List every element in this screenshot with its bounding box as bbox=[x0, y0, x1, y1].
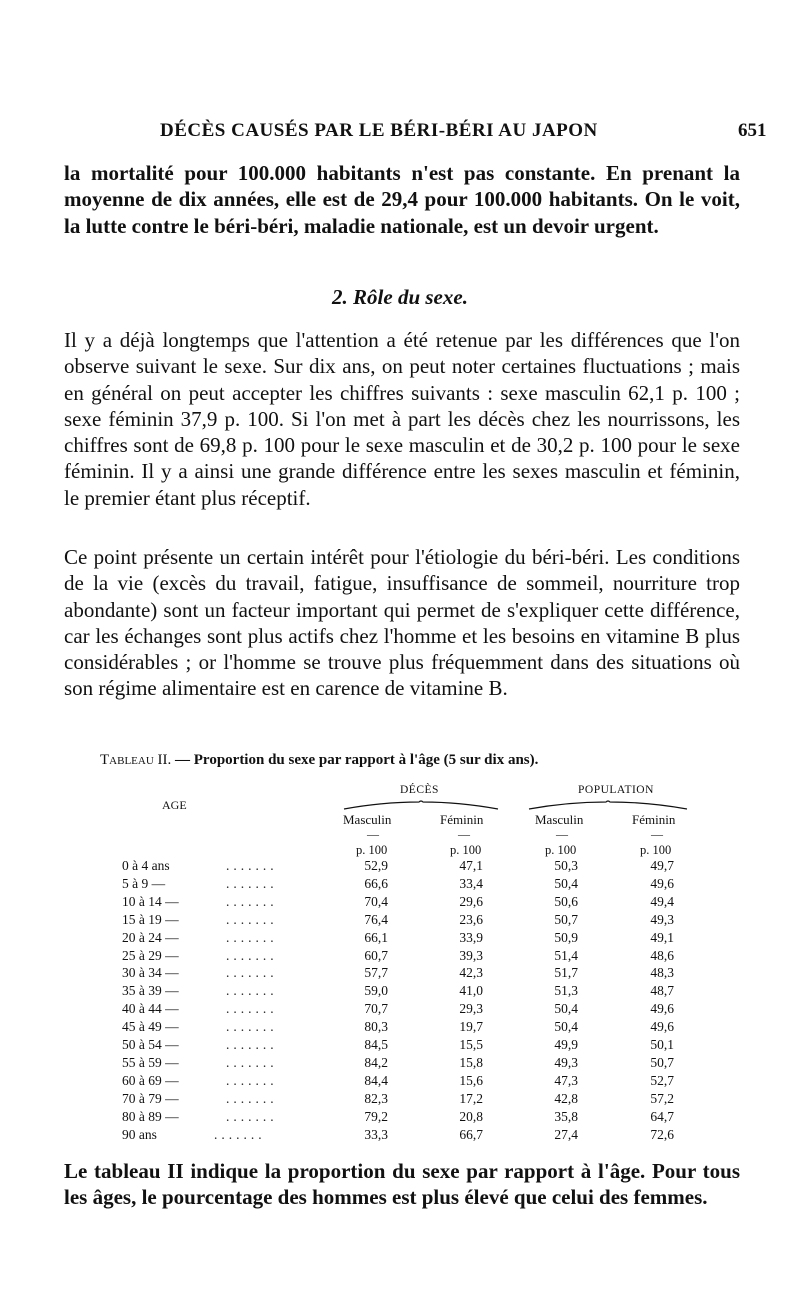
paragraph-sex-differences bbox=[64, 327, 740, 511]
cell-dm: 82,3 bbox=[364, 1090, 388, 1106]
subheader-deces-masculin: Masculin bbox=[343, 812, 392, 827]
cell-df: 17,2 bbox=[459, 1090, 483, 1106]
cell-age: 70 à 79 — bbox=[122, 1090, 179, 1106]
cell-pm: 49,9 bbox=[554, 1037, 578, 1052]
cell-age: 55 à 59 — bbox=[122, 1054, 179, 1070]
unit-label: p. 100 bbox=[356, 843, 388, 857]
dash: — bbox=[556, 827, 568, 841]
cell-pf: 49,7 bbox=[650, 858, 674, 873]
cell-pf: 50,1 bbox=[650, 1037, 674, 1052]
cell-age: 40 à 44 — bbox=[122, 1001, 179, 1017]
dot-leader: ....... bbox=[226, 1072, 278, 1088]
cell-dm: 57,7 bbox=[364, 965, 388, 981]
cell-dm: 84,2 bbox=[364, 1054, 388, 1070]
cell-age: 90 ans bbox=[122, 1126, 157, 1142]
dot-leader: ....... bbox=[226, 1001, 278, 1017]
cell-pm: 35,8 bbox=[554, 1108, 578, 1124]
column-header-age: AGE bbox=[162, 798, 187, 812]
table-row bbox=[0, 1073, 800, 1090]
cell-pm: 51,7 bbox=[554, 965, 578, 981]
table-row bbox=[0, 1091, 800, 1108]
unit-label: p. 100 bbox=[640, 843, 672, 857]
cell-dm: 33,3 bbox=[364, 1126, 388, 1142]
cell-pm: 42,8 bbox=[554, 1090, 578, 1106]
table-row bbox=[0, 858, 800, 875]
cell-pf: 49,3 bbox=[650, 911, 674, 927]
dot-leader: ....... bbox=[226, 965, 278, 981]
page-number: 651 bbox=[738, 120, 767, 141]
cell-age: 60 à 69 — bbox=[122, 1072, 179, 1088]
cell-dm: 66,1 bbox=[364, 929, 388, 945]
dot-leader: ....... bbox=[226, 911, 278, 927]
cell-pm: 50,7 bbox=[554, 911, 578, 927]
cell-pm: 47,3 bbox=[554, 1072, 578, 1088]
cell-age: 20 à 24 — bbox=[122, 929, 179, 945]
cell-pf: 72,6 bbox=[650, 1126, 674, 1142]
cell-dm: 80,3 bbox=[364, 1019, 388, 1035]
cell-pm: 50,4 bbox=[554, 1001, 578, 1017]
paragraph-mortality bbox=[64, 160, 740, 239]
cell-df: 29,6 bbox=[459, 893, 483, 909]
dot-leader: ....... bbox=[226, 1019, 278, 1035]
cell-dm: 60,7 bbox=[364, 947, 388, 963]
table-row bbox=[0, 1037, 800, 1054]
cell-pf: 57,2 bbox=[650, 1090, 674, 1106]
dash: — bbox=[367, 827, 379, 841]
table-row bbox=[0, 876, 800, 893]
cell-df: 66,7 bbox=[459, 1126, 483, 1142]
cell-df: 42,3 bbox=[459, 965, 483, 981]
table-row bbox=[0, 1055, 800, 1072]
table-row bbox=[0, 983, 800, 1000]
cell-df: 33,4 bbox=[459, 875, 483, 891]
cell-pm: 50,4 bbox=[554, 1019, 578, 1035]
table-row bbox=[0, 965, 800, 982]
cell-pf: 64,7 bbox=[650, 1108, 674, 1124]
group-header-deces: DÉCÈS bbox=[400, 784, 439, 796]
cell-pm: 51,3 bbox=[554, 983, 578, 999]
cell-pm: 49,3 bbox=[554, 1054, 578, 1070]
cell-dm: 59,0 bbox=[364, 983, 388, 999]
paragraph-conclusion bbox=[64, 1158, 740, 1211]
cell-df: 33,9 bbox=[459, 929, 483, 945]
paragraph-text: Ce point présente un certain intérêt pour l'étiologie du béri-béri. Les conditions de la vie (excès du travail, fatigue, insuffisance de sommeil, nourriture trop abondante) sont un facteur important qui permet de s'expliquer cette différence, car les échanges sont plus actifs chez l'homme et les besoins en vitamine B plus considérables ; or l'homme se trouve plus fréquemment dans des situations où son régime alimentaire est en carence de vitamine B. bbox=[64, 545, 740, 701]
cell-pf: 48,6 bbox=[650, 947, 674, 963]
paragraph-text: la mortalité pour 100.000 habitants n'est pas constante. En prenant la moyenne de dix années, elle est de 29,4 pour 100.000 habitants. On le voit, la lutte contre le béri-béri, maladie nationale, est un devoir urgent. bbox=[64, 161, 740, 238]
cell-dm: 66,6 bbox=[364, 875, 388, 891]
cell-dm: 70,7 bbox=[364, 1001, 388, 1017]
table-caption bbox=[100, 752, 740, 769]
cell-age: 5 à 9 — bbox=[122, 875, 166, 891]
cell-df: 41,0 bbox=[459, 983, 483, 999]
cell-pm: 27,4 bbox=[554, 1126, 578, 1142]
brace-population bbox=[528, 800, 688, 810]
table-row bbox=[0, 948, 800, 965]
cell-dm: 84,5 bbox=[364, 1037, 388, 1052]
cell-age: 0 à 4 ans bbox=[122, 858, 170, 873]
table-row bbox=[0, 1127, 800, 1144]
cell-dm: 76,4 bbox=[364, 911, 388, 927]
cell-pm: 50,4 bbox=[554, 875, 578, 891]
cell-df: 19,7 bbox=[459, 1019, 483, 1035]
data-table bbox=[0, 780, 800, 1150]
dot-leader: ....... bbox=[226, 929, 278, 945]
group-header-population: POPULATION bbox=[578, 784, 654, 796]
cell-dm: 70,4 bbox=[364, 893, 388, 909]
cell-age: 80 à 89 — bbox=[122, 1108, 179, 1124]
cell-dm: 52,9 bbox=[364, 858, 388, 873]
table-label: Tableau II. bbox=[100, 752, 172, 768]
cell-pf: 50,7 bbox=[650, 1054, 674, 1070]
dot-leader: ....... bbox=[226, 1108, 278, 1124]
cell-dm: 84,4 bbox=[364, 1072, 388, 1088]
cell-df: 20,8 bbox=[459, 1108, 483, 1124]
unit-label: p. 100 bbox=[450, 843, 482, 857]
cell-df: 39,3 bbox=[459, 947, 483, 963]
paragraph-etiology bbox=[64, 544, 740, 702]
cell-dm: 79,2 bbox=[364, 1108, 388, 1124]
cell-age: 30 à 34 — bbox=[122, 965, 179, 981]
dot-leader: ....... bbox=[226, 947, 278, 963]
subheader-population-masculin: Masculin bbox=[535, 812, 584, 827]
table-row bbox=[0, 930, 800, 947]
cell-age: 25 à 29 — bbox=[122, 947, 179, 963]
cell-df: 29,3 bbox=[459, 1001, 483, 1017]
dot-leader: ....... bbox=[226, 858, 278, 873]
table-row bbox=[0, 1001, 800, 1018]
subheader-population-feminin: Féminin bbox=[632, 812, 676, 827]
dot-leader: ....... bbox=[226, 1090, 278, 1106]
cell-pm: 51,4 bbox=[554, 947, 578, 963]
table-title: — Proportion du sexe par rapport à l'âge (5 sur dix ans). bbox=[175, 752, 539, 768]
cell-df: 47,1 bbox=[459, 858, 483, 873]
running-title: DÉCÈS CAUSÉS PAR LE BÉRI-BÉRI AU JAPON bbox=[160, 120, 598, 141]
table-row bbox=[0, 1109, 800, 1126]
paragraph-text: Il y a déjà longtemps que l'attention a été retenue par les différences que l'on observe suivant le sexe. Sur dix ans, on peut noter certaines fluctuations ; mais en général on peut accepter les chiffres suivants : sexe masculin 62,1 p. 100 ; sexe féminin 37,9 p. 100. Si l'on met à part les décès chez les nourrissons, les chiffres sont de 69,8 p. 100 pour le sexe masculin et de 30,2 p. 100 pour le sexe féminin. Il y a ainsi une grande différence entre les sexes masculin et féminin, le premier étant plus réceptif. bbox=[64, 328, 740, 510]
cell-age: 15 à 19 — bbox=[122, 911, 179, 927]
dot-leader: ....... bbox=[226, 875, 278, 891]
page-header bbox=[0, 0, 800, 150]
brace-deces bbox=[343, 800, 499, 810]
table-row bbox=[0, 894, 800, 911]
cell-df: 15,8 bbox=[459, 1054, 483, 1070]
dash: — bbox=[458, 827, 470, 841]
table-row bbox=[0, 912, 800, 929]
cell-pm: 50,9 bbox=[554, 929, 578, 945]
dot-leader: ....... bbox=[226, 1037, 278, 1052]
dot-leader: ....... bbox=[214, 1126, 266, 1142]
cell-age: 10 à 14 — bbox=[122, 893, 179, 909]
dash: — bbox=[651, 827, 663, 841]
cell-pf: 52,7 bbox=[650, 1072, 674, 1088]
dot-leader: ....... bbox=[226, 983, 278, 999]
cell-pf: 49,1 bbox=[650, 929, 674, 945]
cell-pf: 48,7 bbox=[650, 983, 674, 999]
subheader-deces-feminin: Féminin bbox=[440, 812, 484, 827]
cell-pf: 48,3 bbox=[650, 965, 674, 981]
section-heading: 2. Rôle du sexe. bbox=[332, 285, 468, 309]
cell-age: 35 à 39 — bbox=[122, 983, 179, 999]
cell-age: 45 à 49 — bbox=[122, 1019, 179, 1035]
table-row bbox=[0, 1019, 800, 1036]
cell-df: 15,6 bbox=[459, 1072, 483, 1088]
paragraph-text: Le tableau II indique la proportion du sexe par rapport à l'âge. Pour tous les âges, le pourcentage des hommes est plus élevé que celui des femmes. bbox=[64, 1159, 740, 1210]
cell-pf: 49,6 bbox=[650, 1001, 674, 1017]
cell-df: 15,5 bbox=[459, 1037, 483, 1052]
dot-leader: ....... bbox=[226, 893, 278, 909]
cell-pm: 50,3 bbox=[554, 858, 578, 873]
cell-pm: 50,6 bbox=[554, 893, 578, 909]
cell-age: 50 à 54 — bbox=[122, 1037, 179, 1052]
dot-leader: ....... bbox=[226, 1054, 278, 1070]
cell-pf: 49,4 bbox=[650, 893, 674, 909]
cell-pf: 49,6 bbox=[650, 1019, 674, 1035]
cell-df: 23,6 bbox=[459, 911, 483, 927]
cell-pf: 49,6 bbox=[650, 875, 674, 891]
unit-label: p. 100 bbox=[545, 843, 577, 857]
